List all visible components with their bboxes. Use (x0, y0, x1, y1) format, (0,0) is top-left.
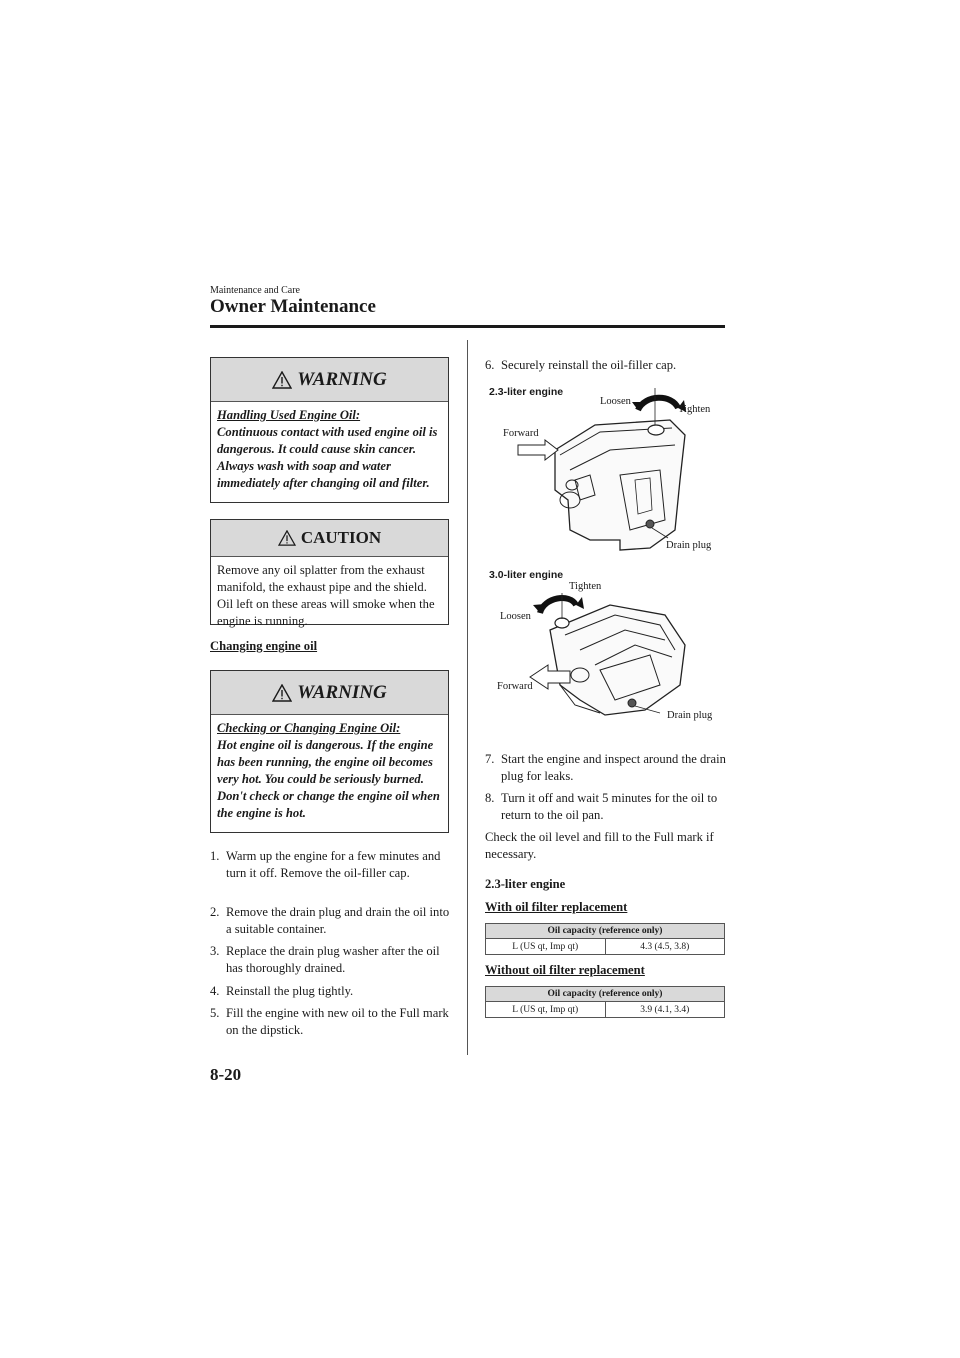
step-number: 7. (485, 752, 495, 766)
step-text: Remove the drain plug and drain the oil into a suitable container. (226, 905, 450, 936)
figure1-loosen-label: Loosen (600, 396, 631, 407)
figure2-loosen-label: Loosen (500, 611, 531, 622)
step-number: 6. (485, 358, 495, 372)
engine-subheading: 2.3-liter engine (485, 877, 566, 891)
table-row (486, 1002, 725, 1018)
figure2-drain-plug-label: Drain plug (667, 710, 713, 721)
warning-box-used-oil (210, 357, 449, 503)
warning-box-hot-oil (210, 670, 449, 833)
warning-text: Continuous contact with used engine oil is dangerous. It could cause skin cancer. Always wash with soap and water immediately after changing oil and filter. (217, 425, 438, 490)
page-number: 8-20 (210, 1065, 242, 1084)
step-text: Warm up the engine for a few minutes and turn it off. Remove the oil-filler cap. (226, 849, 441, 880)
step-item (485, 751, 730, 785)
figure1-drain-plug-label: Drain plug (666, 540, 712, 551)
table-header: Oil capacity (reference only) (486, 924, 725, 939)
caution-header (211, 520, 448, 557)
title-rule (210, 325, 725, 328)
step-item (485, 357, 730, 374)
check-oil-text: Check the oil level and fill to the Full mark if necessary. (485, 830, 714, 861)
step-number: 1. (210, 849, 220, 863)
step-item (210, 904, 455, 938)
step-text: Start the engine and inspect around the drain plug for leaks. (501, 752, 726, 783)
step-number: 8. (485, 791, 495, 805)
figure2-tighten-label: Tighten (569, 581, 602, 592)
step-number: 4. (210, 984, 220, 998)
warning-title: WARNING (297, 368, 387, 390)
caution-box (210, 519, 449, 628)
warning-triangle-icon (272, 371, 292, 389)
warning-header (211, 358, 448, 402)
page-title: Owner Maintenance (210, 296, 376, 317)
figure-label-3-0: 3.0-liter engine (489, 569, 564, 581)
step-item (485, 790, 730, 824)
caution-triangle-icon (278, 530, 296, 546)
warning-title: WARNING (297, 681, 387, 703)
without-filter-heading: Without oil filter replacement (485, 963, 645, 977)
figure-label-2-3: 2.3-liter engine (489, 386, 564, 398)
table-header: Oil capacity (reference only) (486, 987, 725, 1002)
step-item (210, 1005, 455, 1039)
warning-subheading: Handling Used Engine Oil: (217, 408, 361, 422)
warning-header (211, 671, 448, 715)
with-filter-heading: With oil filter replacement (485, 900, 628, 914)
warning-body (211, 402, 448, 498)
capacity-table-without-filter (485, 986, 725, 1018)
step-item (210, 848, 455, 882)
warning-triangle-icon (272, 684, 292, 702)
value-cell: 4.3 (4.5, 3.8) (605, 939, 725, 955)
figure1-tighten-label: Tighten (678, 404, 711, 415)
figure2-forward-label: Forward (497, 681, 533, 692)
step-text: Fill the engine with new oil to the Full mark on the dipstick. (226, 1006, 449, 1037)
warning-body (211, 715, 448, 828)
step-text: Turn it off and wait 5 minutes for the oil to return to the oil pan. (501, 791, 718, 822)
figure1-forward-label: Forward (503, 428, 539, 439)
table-row (486, 939, 725, 955)
step-item (210, 983, 455, 1000)
step-number: 5. (210, 1006, 220, 1020)
warning-subheading: Checking or Changing Engine Oil: (217, 721, 401, 735)
step-item (210, 943, 455, 977)
step-text: Replace the drain plug washer after the oil has thoroughly drained. (226, 944, 440, 975)
step-number: 2. (210, 905, 220, 919)
caution-title: CAUTION (300, 528, 382, 547)
caution-text: Remove any oil splatter from the exhaust manifold, the exhaust pipe and the shield. Oil left on these areas will smoke when the engine is running. (217, 563, 435, 628)
unit-cell: L (US qt, Imp qt) (486, 939, 606, 955)
step-text: Reinstall the plug tightly. (226, 984, 354, 998)
value-cell: 3.9 (4.1, 3.4) (605, 1002, 725, 1018)
step-number: 3. (210, 944, 220, 958)
section-label: Maintenance and Care (210, 285, 300, 296)
unit-cell: L (US qt, Imp qt) (486, 1002, 606, 1018)
step-text: Securely reinstall the oil-filler cap. (501, 358, 677, 372)
changing-engine-oil-heading: Changing engine oil (210, 639, 318, 653)
warning-text: Hot engine oil is dangerous. If the engine has been running, the engine oil becomes very hot. You could be seriously burned. Don't check or change the engine oil when the engine is hot. (217, 738, 440, 820)
capacity-table-with-filter (485, 923, 725, 955)
engine-3-0-illustration (500, 575, 730, 725)
column-divider (467, 340, 468, 1055)
